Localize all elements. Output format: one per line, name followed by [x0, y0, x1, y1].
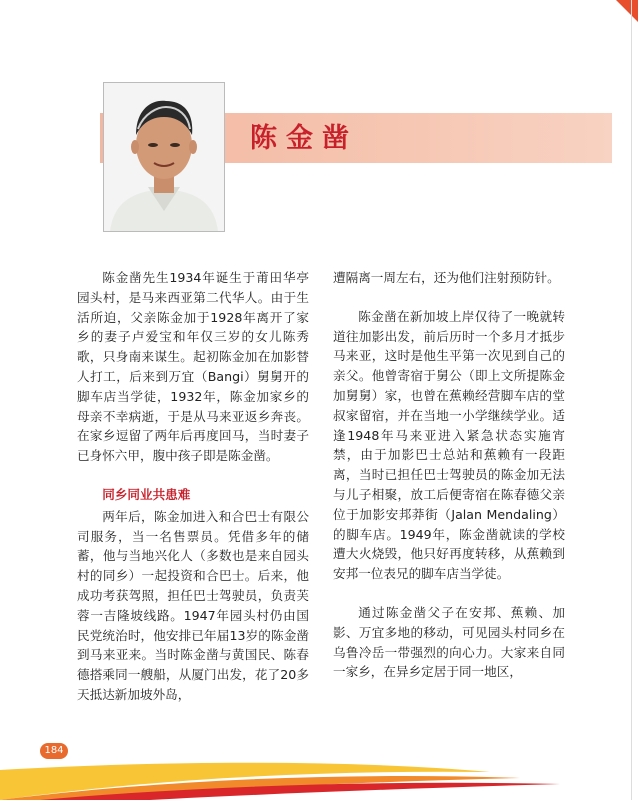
page-number: 184: [40, 743, 68, 759]
body-paragraph: 两年后，陈金加进入和合巴士有限公司服务，当一名售票员。凭借多年的储蓄，他与当地兴化人（多数也是来自园头村的同乡）一起投资和合巴士。后来，他成功考获驾照，担任巴士驾驶员，负责芙蓉一吉隆坡线路。1947年园头村仍由国民党统治时，他安排已年届13岁的陈金凿到马来亚来。当时陈金凿与黄国民、陈春德搭乘同一艘船，从厦门出发，花了20多天抵达新加坡外岛，: [77, 508, 309, 702]
body-paragraph: 陈金凿先生1934年诞生于莆田华亭园头村，是马来西亚第二代华人。由于生活所迫，父亲陈金加于1928年离开了家乡的妻子卢爱宝和年仅三岁的女儿陈秀歌，只身南来谋生。起初陈金加在加影替人打工，后来到万宜（Bangi）舅舅开的脚车店当学徒，1932年，陈金加家乡的母亲不幸病逝，于是从马来亚返乡奔丧。在家乡逗留了两年后再度回马，当时妻子已身怀六甲，腹中孩子即是陈金凿。: [77, 270, 309, 464]
left-column: [77, 268, 309, 724]
body-paragraph: 陈金凿在新加坡上岸仅待了一晚就转道往加影出发，前后历时一个多月才抵步马来亚，这时是他生平第一次见到自己的亲父。他曾寄宿于舅公（即上文所提陈金加舅舅）家，也曾在蕉赖经营脚车店的堂叔家留宿，并在当地一小学继续学业。适逢1948年马来亚进入紧急状态实施宵禁，由于加影巴士总站和蕉赖有一段距离，当时已担任巴士驾驶员的陈金加无法与儿子相聚，放工后便寄宿在陈春德父亲位于加影安邦莽街（Jalan Mendaling）的脚车店。1949年，陈金凿就读的学校遭大火烧毁，他只好再度转移，从蕉赖到安邦一位表兄的脚车店当学徒。: [333, 308, 565, 582]
corner-accent: [616, 0, 638, 22]
page-edge-rule: [631, 0, 632, 800]
page-title: 陈金凿: [250, 123, 358, 154]
decorative-swoosh: [0, 700, 638, 800]
portrait-illustration: [104, 83, 224, 231]
section-heading: 同乡同业共患难: [102, 486, 191, 502]
portrait-photo: [103, 82, 225, 232]
right-column: [333, 268, 565, 701]
body-paragraph: 通过陈金凿父子在安邦、蕉赖、加影、万宜多地的移动，可见园头村同乡在乌鲁冷岳一带强烈的向心力。大家来自同一家乡，在异乡定居于同一地区，: [333, 604, 565, 680]
body-paragraph: 遭隔离一周左右，还为他们注射预防针。: [333, 270, 560, 285]
